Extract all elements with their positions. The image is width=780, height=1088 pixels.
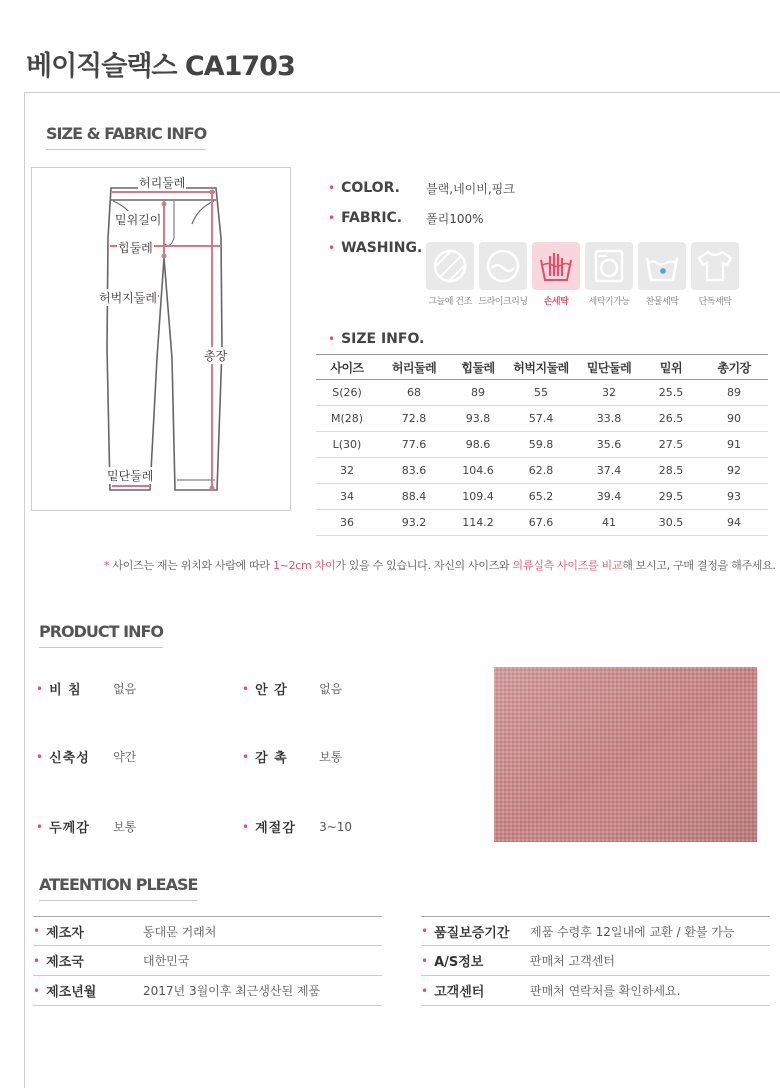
wash-item-machine-wash — [584, 242, 634, 307]
bullet-icon: • — [421, 953, 429, 968]
bullet-icon: • — [328, 332, 336, 346]
table-cell: S(26) — [316, 380, 378, 406]
table-cell: 93.2 — [378, 510, 450, 536]
bullet-icon: • — [33, 983, 41, 998]
label-length: 총장 — [204, 349, 228, 363]
table-row — [316, 380, 768, 406]
table-cell: 41 — [576, 510, 642, 536]
product-info-item — [36, 679, 136, 698]
bullet-icon: • — [328, 211, 336, 225]
table-cell: 89 — [450, 380, 506, 406]
table-cell: 33.8 — [576, 406, 642, 432]
note-star: * — [104, 559, 110, 572]
table-cell: 91 — [700, 432, 768, 458]
attention-row — [421, 976, 770, 1006]
attention-value: 판매처 연락처를 확인하세요. — [530, 984, 681, 998]
attention-key: 제조자 — [46, 925, 84, 941]
bullet-icon: • — [36, 749, 44, 764]
bullet-icon: • — [33, 924, 41, 938]
product-info-key: 안 감 — [255, 683, 288, 698]
separate-wash-icon — [638, 242, 686, 290]
attention-row — [421, 946, 770, 976]
product-info-key: 비 침 — [49, 683, 82, 698]
single-wash-icon — [691, 242, 739, 290]
attention-key: A/S정보 — [434, 955, 484, 970]
note-text-1: 사이즈는 재는 위치와 사람에 따라 — [109, 559, 273, 572]
size-table — [316, 354, 768, 536]
frame-top-divider — [24, 92, 780, 93]
wash-label: 단독세탁 — [698, 297, 732, 307]
attention-key: 품질보증기간 — [434, 925, 510, 941]
product-info-value: 보통 — [113, 820, 137, 834]
table-cell: 34 — [316, 484, 378, 510]
product-info-value: 약간 — [113, 750, 137, 764]
product-info-value: 보통 — [319, 750, 343, 764]
label-hip: 힙둘레 — [118, 241, 153, 255]
table-cell: 94 — [700, 510, 768, 536]
section-title-text: SIZE & FABRIC INFO — [46, 124, 207, 143]
product-info-value: 없음 — [319, 682, 343, 696]
col-header: 힙둘레 — [450, 355, 506, 380]
label-rise: 밑위길이 — [115, 213, 162, 227]
wash-label: 손세탁 — [543, 297, 569, 307]
col-header: 밑단둘레 — [576, 355, 642, 380]
table-cell: 72.8 — [378, 406, 450, 432]
table-cell: 28.5 — [642, 458, 700, 484]
attention-row — [33, 946, 382, 976]
pants-diagram — [31, 167, 291, 511]
table-cell: 26.5 — [642, 406, 700, 432]
color-label: COLOR. — [341, 180, 400, 196]
note-text-3: 해 보시고, 구매 결정을 해주세요. — [622, 559, 776, 572]
bullet-icon: • — [328, 241, 336, 255]
fabric-label: FABRIC. — [341, 210, 403, 226]
bullet-icon: • — [242, 819, 250, 834]
product-info-value: 없음 — [113, 682, 137, 696]
hand-wash-icon — [532, 242, 580, 290]
dry-clean-icon — [479, 242, 527, 290]
section-title-size-fabric — [46, 124, 206, 143]
table-cell: 36 — [316, 510, 378, 536]
fabric-value: 폴리100% — [426, 211, 484, 226]
attention-key: 제조년월 — [46, 985, 97, 1000]
table-cell: 32 — [316, 458, 378, 484]
wash-label: 세탁기가능 — [588, 297, 630, 307]
table-cell: 59.8 — [506, 432, 576, 458]
table-row — [316, 484, 768, 510]
attention-value: 제품 수령후 12일내에 교환 / 환불 가능 — [530, 924, 735, 939]
wash-label: 찬물세탁 — [645, 297, 679, 307]
table-cell: 83.6 — [378, 458, 450, 484]
product-info-key: 신축성 — [49, 751, 90, 766]
table-cell: 68 — [378, 380, 450, 406]
table-row — [316, 432, 768, 458]
table-cell: 93.8 — [450, 406, 506, 432]
wash-item-hand-wash — [531, 242, 581, 307]
label-thigh: 허벅지둘레 — [99, 291, 157, 305]
table-cell: 27.5 — [642, 432, 700, 458]
col-header: 사이즈 — [316, 355, 378, 380]
bullet-icon: • — [242, 681, 250, 696]
product-info-item — [242, 679, 342, 698]
col-header: 허벅지둘레 — [506, 355, 576, 380]
bullet-icon: • — [36, 681, 44, 696]
product-info-key: 두께감 — [49, 821, 90, 836]
table-cell: 32 — [576, 380, 642, 406]
fabric-swatch-image — [494, 667, 757, 842]
table-cell: 62.8 — [506, 458, 576, 484]
product-info-key: 감 촉 — [255, 751, 288, 766]
table-cell: 92 — [700, 458, 768, 484]
table-cell: 93 — [700, 484, 768, 510]
wash-item-single-wash — [690, 242, 740, 307]
table-cell: 35.6 — [576, 432, 642, 458]
attention-row — [33, 916, 382, 946]
product-info-item — [242, 747, 342, 766]
note-highlight-2: 의류실측 사이즈를 비교 — [512, 559, 623, 572]
attention-row — [33, 976, 382, 1006]
washing-label: WASHING. — [341, 240, 423, 256]
table-cell: 25.5 — [642, 380, 700, 406]
product-info-key: 계절감 — [255, 821, 296, 836]
product-info-item — [36, 817, 136, 836]
table-cell: M(28) — [316, 406, 378, 432]
wash-item-shade-dry — [425, 242, 475, 307]
wash-label: 드라이크리닝 — [478, 297, 528, 307]
size-info-row — [328, 329, 426, 349]
size-table-header — [316, 355, 768, 380]
attention-value: 대한민국 — [143, 954, 190, 968]
table-cell: 89 — [700, 380, 768, 406]
section-title-text: ATEENTION PLEASE — [39, 875, 198, 894]
bullet-icon: • — [328, 181, 336, 195]
table-cell: 39.4 — [576, 484, 642, 510]
table-cell: 65.2 — [506, 484, 576, 510]
col-header: 밑위 — [642, 355, 700, 380]
wash-item-cold-wash — [637, 242, 687, 307]
attention-value: 동대문 거래처 — [143, 924, 217, 939]
table-cell: L(30) — [316, 432, 378, 458]
table-cell: 55 — [506, 380, 576, 406]
col-header: 허리둘레 — [378, 355, 450, 380]
bullet-icon: • — [36, 819, 44, 834]
table-cell: 109.4 — [450, 484, 506, 510]
table-cell: 104.6 — [450, 458, 506, 484]
table-cell: 29.5 — [642, 484, 700, 510]
machine-wash-icon — [585, 242, 633, 290]
table-row — [316, 510, 768, 536]
wash-item-dry-clean — [478, 242, 528, 307]
size-info-label: SIZE INFO. — [341, 331, 425, 347]
note-highlight-1: 1~2cm 차이 — [272, 559, 336, 572]
bullet-icon: • — [421, 924, 429, 938]
bullet-icon: • — [421, 983, 429, 998]
product-info-item — [242, 817, 352, 836]
shade-dry-icon — [426, 242, 474, 290]
table-cell: 30.5 — [642, 510, 700, 536]
section-title-attention — [39, 875, 197, 894]
table-cell: 90 — [700, 406, 768, 432]
table-cell: 77.6 — [378, 432, 450, 458]
size-note — [104, 557, 776, 573]
table-cell: 98.6 — [450, 432, 506, 458]
table-cell: 57.4 — [506, 406, 576, 432]
section-title-text: PRODUCT INFO — [39, 622, 164, 641]
bullet-icon: • — [33, 953, 41, 968]
table-cell: 37.4 — [576, 458, 642, 484]
product-info-value: 3~10 — [319, 819, 353, 834]
table-cell: 88.4 — [378, 484, 450, 510]
bullet-icon: • — [242, 749, 250, 764]
label-hem: 밑단둘레 — [107, 469, 154, 483]
attention-key: 제조국 — [46, 955, 84, 970]
attention-value: 판매처 고객센터 — [530, 954, 615, 968]
attention-value: 2017년 3월이후 최근생산된 제품 — [143, 984, 321, 998]
section-title-product-info — [39, 622, 163, 641]
washing-row — [328, 238, 426, 258]
table-cell: 67.6 — [506, 510, 576, 536]
label-waist: 허리둘레 — [139, 176, 186, 190]
table-row — [316, 458, 768, 484]
attention-row — [421, 916, 770, 946]
table-row — [316, 406, 768, 432]
frame-left-divider — [24, 92, 25, 1088]
note-text-2: 가 있을 수 있습니다. 자신의 사이즈와 — [335, 559, 513, 572]
fabric-row — [328, 208, 484, 228]
product-title: 베이직슬랙스 CA1703 — [26, 51, 295, 82]
color-value: 블랙,네이비,핑크 — [426, 181, 515, 196]
product-info-item — [36, 747, 136, 766]
color-row — [328, 178, 515, 198]
wash-label: 그늘에 건조 — [428, 297, 472, 307]
table-cell: 114.2 — [450, 510, 506, 536]
attention-key: 고객센터 — [434, 985, 485, 1000]
col-header: 총기장 — [700, 355, 768, 380]
